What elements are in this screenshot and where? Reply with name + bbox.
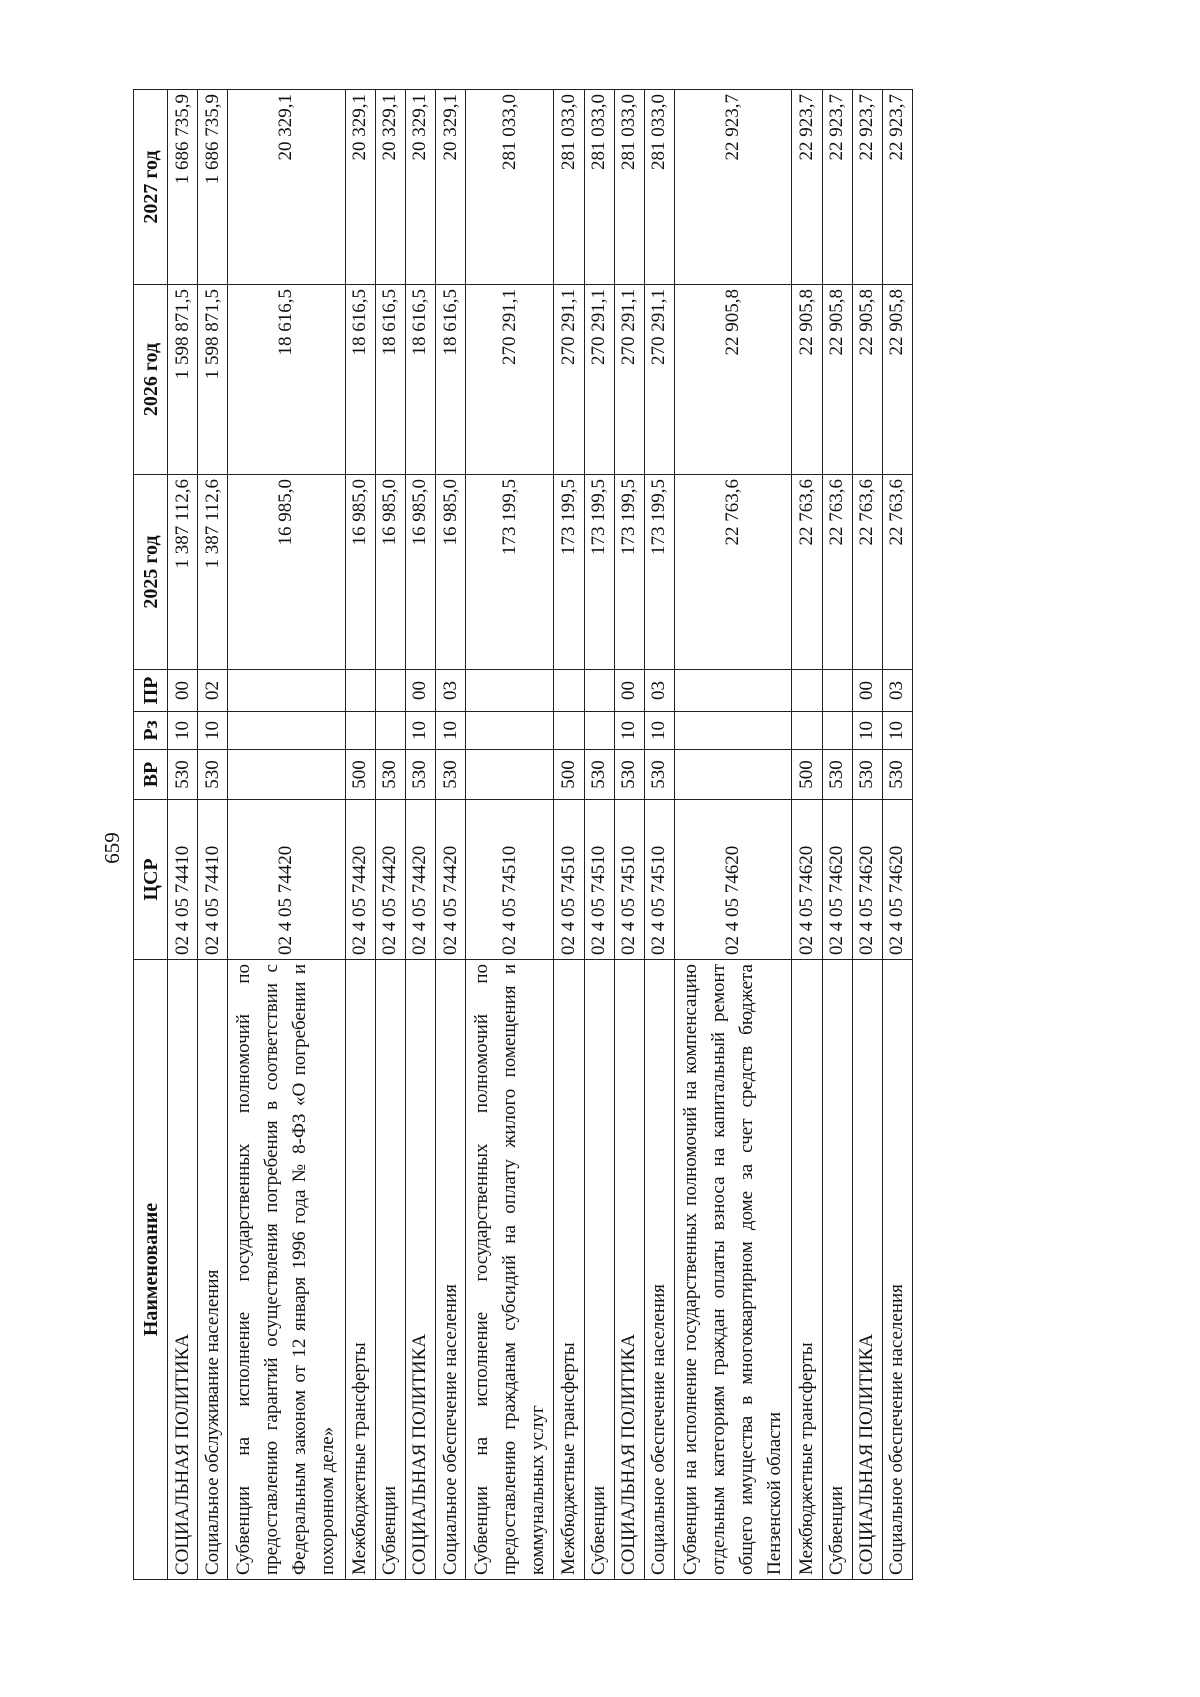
row-pr	[345, 670, 375, 712]
row-vr: 530	[405, 750, 435, 800]
header-2027: 2027 год	[134, 90, 168, 285]
header-rz: Рз	[134, 712, 168, 750]
row-pr: 00	[405, 670, 435, 712]
page-number: 659	[100, 832, 124, 864]
row-2025: 1 387 112,6	[198, 475, 228, 670]
row-vr: 530	[852, 750, 882, 800]
row-name: СОЦИАЛЬНАЯ ПОЛИТИКА	[405, 960, 435, 1580]
header-name: Наименование	[134, 960, 168, 1580]
header-2025: 2025 год	[134, 475, 168, 670]
table-row	[405, 90, 435, 1580]
row-pr: 00	[614, 670, 644, 712]
row-2026: 22 905,8	[674, 285, 791, 475]
row-csr: 02 4 05 74510	[644, 800, 674, 960]
row-2025: 22 763,6	[882, 475, 912, 670]
row-csr: 02 4 05 74620	[792, 800, 822, 960]
row-2025: 22 763,6	[852, 475, 882, 670]
table-row	[345, 90, 375, 1580]
row-csr: 02 4 05 74410	[198, 800, 228, 960]
row-csr: 02 4 05 74410	[168, 800, 198, 960]
row-2025: 173 199,5	[614, 475, 644, 670]
row-name: СОЦИАЛЬНАЯ ПОЛИТИКА	[168, 960, 198, 1580]
row-2025: 22 763,6	[792, 475, 822, 670]
row-rz: 10	[436, 712, 466, 750]
row-pr: 03	[436, 670, 466, 712]
row-2025: 173 199,5	[554, 475, 584, 670]
header-vr: ВР	[134, 750, 168, 800]
row-2026: 18 616,5	[345, 285, 375, 475]
row-2026: 18 616,5	[405, 285, 435, 475]
row-2025: 16 985,0	[345, 475, 375, 670]
row-2027: 20 329,1	[375, 90, 405, 285]
row-csr: 02 4 05 74620	[882, 800, 912, 960]
row-csr: 02 4 05 74620	[852, 800, 882, 960]
row-pr: 03	[644, 670, 674, 712]
row-name: Субвенции	[375, 960, 405, 1580]
row-rz: 10	[614, 712, 644, 750]
row-2025: 16 985,0	[375, 475, 405, 670]
row-rz	[674, 712, 791, 750]
header-pr: ПР	[134, 670, 168, 712]
table-row	[614, 90, 644, 1580]
row-vr: 530	[614, 750, 644, 800]
row-2026: 270 291,1	[644, 285, 674, 475]
row-name: Межбюджетные трансферты	[792, 960, 822, 1580]
row-rz	[584, 712, 614, 750]
row-csr: 02 4 05 74420	[228, 800, 345, 960]
row-2026: 18 616,5	[436, 285, 466, 475]
row-vr	[466, 750, 554, 800]
row-name: СОЦИАЛЬНАЯ ПОЛИТИКА	[614, 960, 644, 1580]
row-pr	[228, 670, 345, 712]
row-rz: 10	[405, 712, 435, 750]
row-rz: 10	[168, 712, 198, 750]
row-pr: 00	[852, 670, 882, 712]
row-name: Межбюджетные трансферты	[554, 960, 584, 1580]
row-rz	[822, 712, 852, 750]
row-rz	[228, 712, 345, 750]
table-row	[168, 90, 198, 1580]
row-vr: 530	[168, 750, 198, 800]
row-pr	[375, 670, 405, 712]
row-vr: 530	[584, 750, 614, 800]
row-name: Социальное обеспечение населения	[882, 960, 912, 1580]
row-2026: 270 291,1	[466, 285, 554, 475]
row-2027: 20 329,1	[228, 90, 345, 285]
row-2027: 281 033,0	[466, 90, 554, 285]
row-rz: 10	[882, 712, 912, 750]
row-name: Социальное обеспечение населения	[644, 960, 674, 1580]
table-row	[882, 90, 912, 1580]
row-vr: 530	[822, 750, 852, 800]
row-name: Социальное обслуживание населения	[198, 960, 228, 1580]
row-name: Субвенции	[584, 960, 614, 1580]
row-2027: 22 923,7	[882, 90, 912, 285]
table-body	[168, 90, 913, 1580]
row-2025: 22 763,6	[674, 475, 791, 670]
row-2027: 22 923,7	[674, 90, 791, 285]
row-vr: 530	[198, 750, 228, 800]
row-name: СОЦИАЛЬНАЯ ПОЛИТИКА	[852, 960, 882, 1580]
row-2027: 22 923,7	[792, 90, 822, 285]
row-pr: 02	[198, 670, 228, 712]
row-2025: 16 985,0	[405, 475, 435, 670]
table-row	[792, 90, 822, 1580]
header-row	[134, 90, 168, 1580]
row-rz	[792, 712, 822, 750]
row-2026: 1 598 871,5	[168, 285, 198, 475]
table-row	[674, 90, 791, 1580]
row-2026: 22 905,8	[792, 285, 822, 475]
header-2026: 2026 год	[134, 285, 168, 475]
row-2027: 20 329,1	[436, 90, 466, 285]
row-pr	[674, 670, 791, 712]
row-vr: 530	[375, 750, 405, 800]
row-pr	[554, 670, 584, 712]
row-2026: 18 616,5	[375, 285, 405, 475]
row-2026: 270 291,1	[584, 285, 614, 475]
row-2026: 1 598 871,5	[198, 285, 228, 475]
row-rz	[345, 712, 375, 750]
row-rz: 10	[198, 712, 228, 750]
row-2025: 173 199,5	[466, 475, 554, 670]
table-row	[852, 90, 882, 1580]
row-rz: 10	[644, 712, 674, 750]
row-pr: 00	[168, 670, 198, 712]
row-vr: 500	[792, 750, 822, 800]
row-2025: 1 387 112,6	[168, 475, 198, 670]
table-row	[375, 90, 405, 1580]
row-csr: 02 4 05 74620	[674, 800, 791, 960]
row-2025: 16 985,0	[228, 475, 345, 670]
row-vr	[674, 750, 791, 800]
row-rz	[375, 712, 405, 750]
row-pr	[466, 670, 554, 712]
row-2025: 16 985,0	[436, 475, 466, 670]
row-csr: 02 4 05 74420	[405, 800, 435, 960]
table-row	[198, 90, 228, 1580]
row-2027: 1 686 735,9	[198, 90, 228, 285]
row-name: Субвенции на исполнение государственных полномочий по предоставлению гарантий осуществления погребения в соответствии с Федеральным законом от 12 января 1996 года № 8-ФЗ «О погребении и похоронном деле»	[228, 960, 345, 1580]
table-row	[554, 90, 584, 1580]
table-row	[822, 90, 852, 1580]
row-2027: 22 923,7	[852, 90, 882, 285]
row-2026: 18 616,5	[228, 285, 345, 475]
row-vr: 530	[644, 750, 674, 800]
row-vr: 530	[882, 750, 912, 800]
row-csr: 02 4 05 74510	[466, 800, 554, 960]
row-2027: 22 923,7	[822, 90, 852, 285]
row-name: Субвенции на исполнение государственных полномочий по предоставлению гражданам субсидий на оплату жилого помещения и коммунальных услуг	[466, 960, 554, 1580]
row-pr	[584, 670, 614, 712]
row-pr	[822, 670, 852, 712]
table-row	[584, 90, 614, 1580]
row-name: Субвенции	[822, 960, 852, 1580]
row-name: Межбюджетные трансферты	[345, 960, 375, 1580]
row-name: Субвенции на исполнение государственных полномочий на компенсацию отдельным категориям граждан оплаты взноса на капитальный ремонт общего имущества в многоквартирном доме за счет средств бюджета Пензенской области	[674, 960, 791, 1580]
row-pr: 03	[882, 670, 912, 712]
row-2027: 281 033,0	[584, 90, 614, 285]
header-csr: ЦСР	[134, 800, 168, 960]
row-vr: 530	[436, 750, 466, 800]
row-rz	[554, 712, 584, 750]
row-vr: 500	[345, 750, 375, 800]
row-rz: 10	[852, 712, 882, 750]
row-2026: 270 291,1	[554, 285, 584, 475]
row-csr: 02 4 05 74510	[614, 800, 644, 960]
row-2027: 281 033,0	[554, 90, 584, 285]
row-2026: 22 905,8	[882, 285, 912, 475]
row-2027: 281 033,0	[644, 90, 674, 285]
row-2027: 20 329,1	[345, 90, 375, 285]
row-2025: 173 199,5	[584, 475, 614, 670]
row-csr: 02 4 05 74510	[584, 800, 614, 960]
row-2026: 270 291,1	[614, 285, 644, 475]
row-csr: 02 4 05 74620	[822, 800, 852, 960]
row-2027: 281 033,0	[614, 90, 644, 285]
table-row	[644, 90, 674, 1580]
row-csr: 02 4 05 74420	[375, 800, 405, 960]
table-row	[436, 90, 466, 1580]
table-row	[228, 90, 345, 1580]
row-rz	[466, 712, 554, 750]
row-2025: 173 199,5	[644, 475, 674, 670]
row-csr: 02 4 05 74510	[554, 800, 584, 960]
row-csr: 02 4 05 74420	[345, 800, 375, 960]
budget-table	[133, 89, 913, 1580]
budget-table-container	[133, 90, 913, 1580]
row-2027: 1 686 735,9	[168, 90, 198, 285]
row-2026: 22 905,8	[822, 285, 852, 475]
row-2026: 22 905,8	[852, 285, 882, 475]
row-vr	[228, 750, 345, 800]
row-pr	[792, 670, 822, 712]
row-2025: 22 763,6	[822, 475, 852, 670]
row-name: Социальное обеспечение населения	[436, 960, 466, 1580]
row-csr: 02 4 05 74420	[436, 800, 466, 960]
row-vr: 500	[554, 750, 584, 800]
table-row	[466, 90, 554, 1580]
row-2027: 20 329,1	[405, 90, 435, 285]
